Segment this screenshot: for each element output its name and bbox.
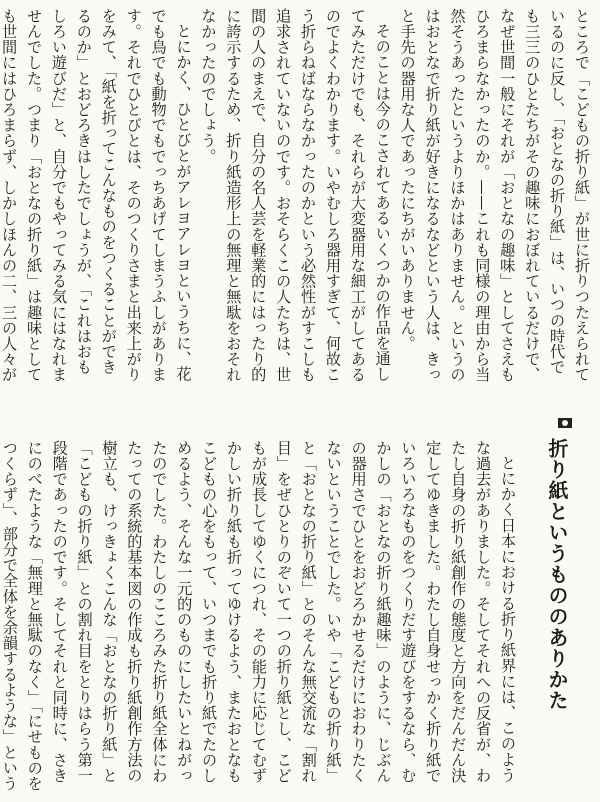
- paragraph: とにかく日本における折り紙界には、このような過去がありました。そしてそれへの反省が、わたし自身の折り紙創作の態度と方向をだんだん決定してゆきました。わたし自身せっかく折り紙でいろいろなものをつくりだす遊びをするなら、むかしの「おとなの折り紙趣味」のように、じぶんの器用さでひとをおどろかせるだけにおわりたくないということでした。いや「こどもの折り紙」と「おとなの折り紙」とのそんな無交流な「割れ目」をぜひとりのぞいて一つの折り紙とし、こどもが成長してゆくにつれ、その能力に応じてむずかしい折り紙も折ってゆけるよう、またおとなもこどもの心をもって、いつまでも折り紙でたのしめるよう、そんな一元的のものにしたいとねがったのでした。わたしのこころみた折り紙全体にわたっての系統的基本図の作成も折り紙創作方法の樹立も、けっきょくこんな「おとなの折り紙」と「こどもの折り紙」との割れ目をとりはらう第一段階であったのです。そしてそれと同時に、さきにのべたような「無理と無駄のなく」「にせものをつくらず」、部分で全体を余韻するような」という: [0, 440, 517, 792]
- paragraph: そのことは今のこされてあるいくつかの作品を通してみただけでも、それらが大変器用な細工がしてあるのでよくわかります。いやむしろ器用すぎて、何故こう折らねばならなかったのかという必然性がすこしも追求されていないのです。おそらくこの人たちは、世間の人のまえで、自分の名人芸を軽業的にはったり的に誇示するため、折り紙造形上の無理と無駄をおそれなかったのでしょう。: [199, 8, 392, 383]
- upper-text-block: [0, 8, 594, 388]
- section-marker-icon: [558, 418, 572, 428]
- paragraph: とにかく、ひとびとがアレヨアレヨというちに、花でも鳥でも動物でもでっちあげてしまうふしがあります。それでひとびとは、そのつくりさまと出来上がりをみて、「紙を折ってこんなものをつくることができるのか」とおどろきはしたでしょうが、「これはおもしろい遊びだ」と、自分でもやってみる気にはなれませんでした。つまり「おとなの折り紙」は趣味としても世間にはひろまらず、しかしほんの二、三の人々が: [0, 8, 193, 383]
- section-heading: [542, 418, 572, 798]
- section-heading-text: 折り紙というもののありかた: [545, 438, 569, 711]
- lower-text-block: [0, 440, 520, 796]
- paragraph: ところで「こどもの折り紙」が世に折りつたえられているのに反し、「おとなの折り紙」は、いつの時代でも三三のひとたちがその趣味におぼれているだけで、なぜ世間一般にそれが「おとなの趣味」としてさえもひろまらなかったのか。——これも同様の理由から当然そうあったというよりほかはありません。というのはおとなで折り紙が好きになるなどという人は、きっと手先の器用な人であったにちがいありません。: [398, 8, 591, 383]
